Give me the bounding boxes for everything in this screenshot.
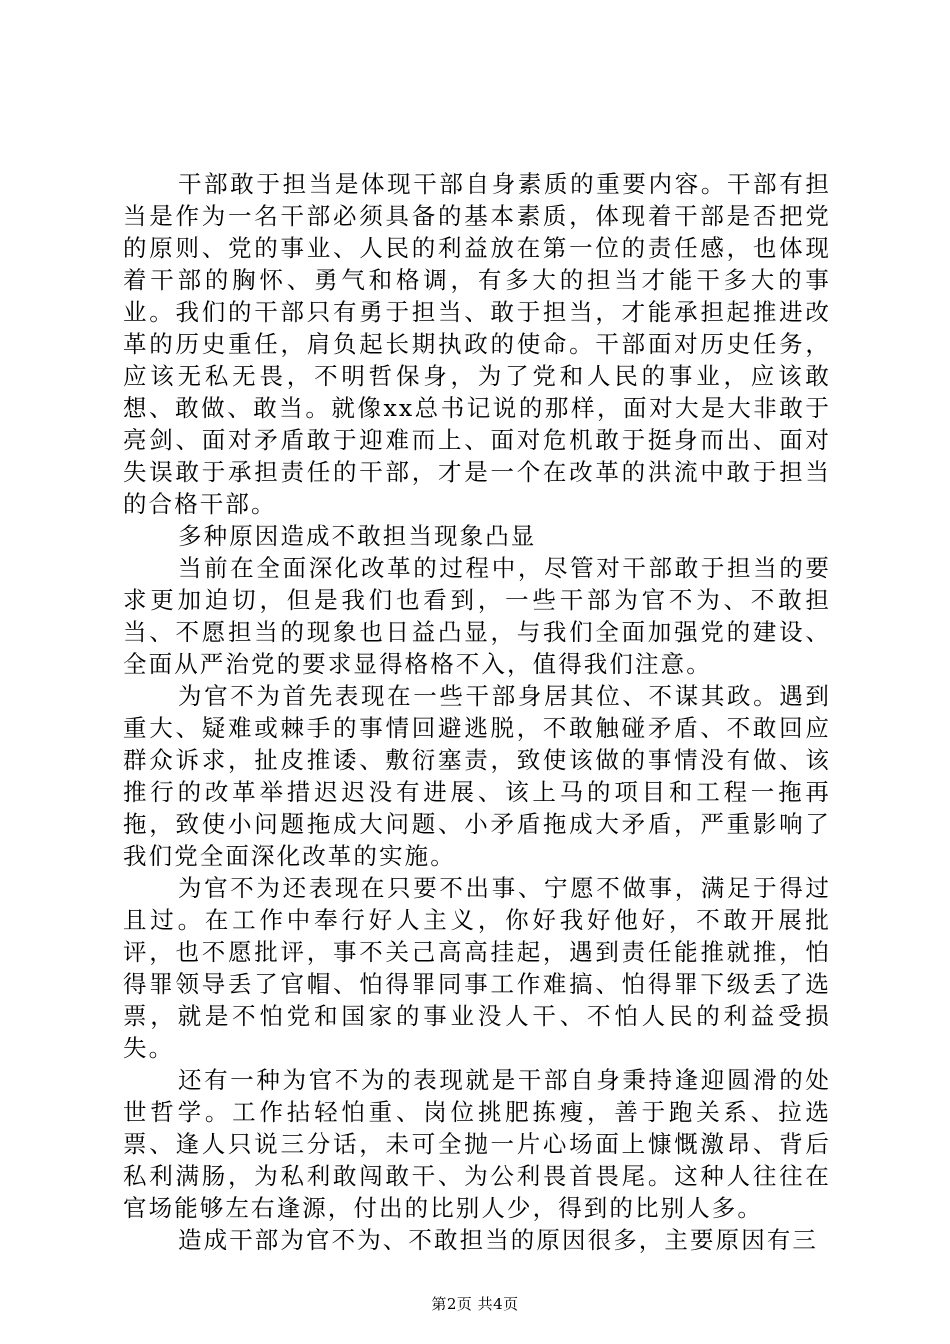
paragraph-4: 为官不为还表现在只要不出事、宁愿不做事，满足于得过且过。在工作中奉行好人主义，你好我好他好，不敢开展批评，也不愿批评，事不关己高高挂起，遇到责任能推就推，怕得罪领导丢了官帽、怕得罪同事工作难搞、怕得罪下级丢了选票，就是不怕党和国家的事业没人干、不怕人民的利益受损失。 — [123, 874, 831, 1062]
paragraph-6: 造成干部为官不为、不敢担当的原因很多，主要原因有三 — [178, 1226, 818, 1254]
section-heading: 多种原因造成不敢担当现象凸显 — [178, 522, 537, 550]
paragraph-2: 当前在全面深化改革的过程中，尽管对干部敢于担当的要求更加迫切，但是我们也看到，一些干部为官不为、不敢担当、不愿担当的现象也日益凸显，与我们全面加强党的建设、全面从严治党的要求显得格格不入，值得我们注意。 — [123, 554, 831, 678]
paragraph-3: 为官不为首先表现在一些干部身居其位、不谋其政。遇到重大、疑难或棘手的事情回避逃脱，不敢触碰矛盾、不敢回应群众诉求，扯皮推诿、敷衍塞责，致使该做的事情没有做、该推行的改革举措迟迟没有进展、该上马的项目和工程一拖再拖，致使小问题拖成大问题、小矛盾拖成大矛盾，严重影响了我们党全面深化改革的实施。 — [123, 682, 831, 870]
page-number-footer: 第2页 共4页 — [431, 1295, 519, 1313]
document-body — [123, 168, 831, 1256]
paragraph-5: 还有一种为官不为的表现就是干部自身秉持逢迎圆滑的处世哲学。工作拈轻怕重、岗位挑肥拣瘦，善于跑关系、拉选票、逢人只说三分话，未可全抛一片心场面上慷慨激昂、背后私利满肠，为私利敢闯敢干、为公利畏首畏尾。这种人往往在官场能够左右逢源，付出的比别人少，得到的比别人多。 — [123, 1066, 831, 1222]
paragraph-1: 干部敢于担当是体现干部自身素质的重要内容。干部有担当是作为一名干部必须具备的基本素质，体现着干部是否把党的原则、党的事业、人民的利益放在第一位的责任感，也体现着干部的胸怀、勇气和格调，有多大的担当才能干多大的事业。我们的干部只有勇于担当、敢于担当，才能承担起推进改革的历史重任，肩负起长期执政的使命。干部面对历史任务，应该无私无畏，不明哲保身，为了党和人民的事业，应该敢想、敢做、敢当。就像xx总书记说的那样，面对大是大非敢于亮剑、面对矛盾敢于迎难而上、面对危机敢于挺身而出、面对失误敢于承担责任的干部，才是一个在改革的洪流中敢于担当的合格干部。 — [123, 170, 831, 518]
